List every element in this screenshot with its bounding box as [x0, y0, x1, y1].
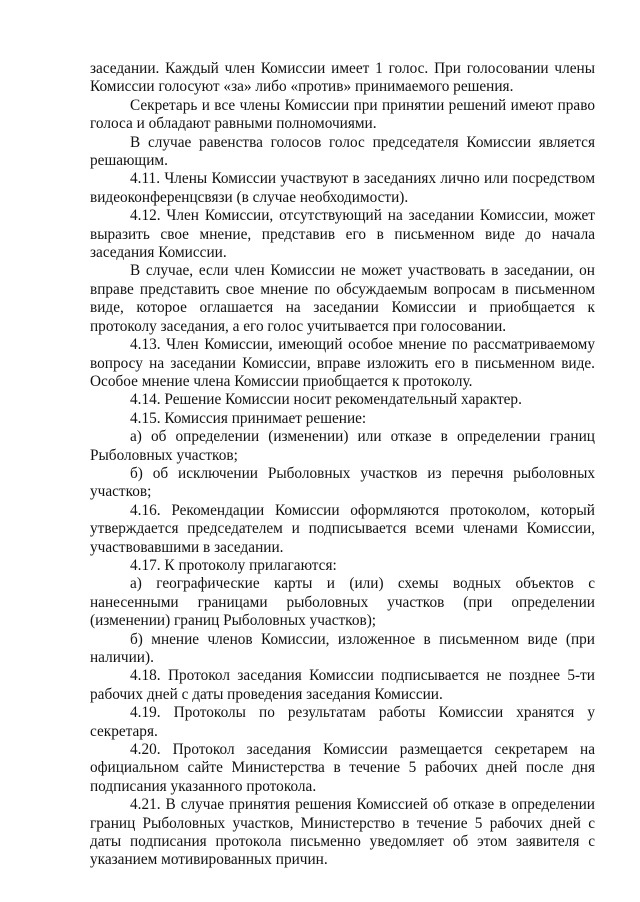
- document-paragraph: а) географические карты и (или) схемы водных объектов с нанесенными границами рыболовных участков (при определении (изменении) границ Рыболовных участков);: [90, 575, 595, 630]
- document-paragraph: б) мнение членов Комиссии, изложенное в письменном виде (при наличии).: [90, 630, 595, 666]
- document-paragraph: 4.19. Протоколы по результатам работы Комиссии хранятся у секретаря.: [90, 704, 595, 740]
- document-paragraph: Секретарь и все члены Комиссии при принятии решений имеют право голоса и обладают равными полномочиями.: [90, 96, 595, 133]
- document-paragraph: 4.11. Члены Комиссии участвуют в заседаниях лично или посредством видеоконференцсвязи (в случае необходимости).: [90, 170, 595, 206]
- document-paragraph: В случае, если член Комиссии не может участвовать в заседании, он вправе представить свое мнение по обсуждаемым вопросам в письменном виде, которое оглашается на заседании Комиссии и приобщается к протоколу заседания, а его голос учитывается при голосовании.: [90, 262, 595, 335]
- document-paragraph: 4.15. Комиссия принимает решение:: [130, 409, 367, 427]
- document-paragraph: заседании. Каждый член Комиссии имеет 1 голос. При голосовании члены Комиссии голосуют «за» либо «против» принимаемого решения.: [90, 60, 595, 96]
- document-paragraph: 4.21. В случае принятия решения Комиссией об отказе в определении границ Рыболовных участков, Министерство в течение 5 рабочих дней с даты подписания протокола письменно уведомляет об этом заявителя с указанием мотивированных причин.: [90, 796, 595, 869]
- document-paragraph: б) об исключении Рыболовных участков из перечня рыболовных участков;: [90, 464, 595, 501]
- document-paragraph: 4.12. Член Комиссии, отсутствующий на заседании Комиссии, может выразить свое мнение, представив его в письменном виде до начала заседания Комиссии.: [90, 207, 595, 262]
- document-paragraph: а) об определении (изменении) или отказе в определении границ Рыболовных участков;: [90, 428, 595, 464]
- document-paragraph: В случае равенства голосов голос председателя Комиссии является решающим.: [90, 133, 595, 170]
- document-paragraph: 4.20. Протокол заседания Комиссии размещается секретарем на официальном сайте Министерства в течение 5 рабочих дней после дня подписания указанного протокола.: [90, 741, 595, 795]
- document-body: [90, 60, 595, 870]
- document-paragraph: 4.13. Член Комиссии, имеющий особое мнение по рассматриваемому вопросу на заседании Комиссии, вправе изложить его в письменном виде. Особое мнение члена Комиссии приобщается к протоколу.: [90, 336, 595, 390]
- document-paragraph: 4.14. Решение Комиссии носит рекомендательный характер.: [130, 391, 522, 409]
- document-paragraph: 4.17. К протоколу прилагаются:: [130, 556, 337, 574]
- document-paragraph: 4.18. Протокол заседания Комиссии подписывается не позднее 5-ти рабочих дней с даты проведения заседания Комиссии.: [90, 667, 595, 703]
- document-paragraph: 4.16. Рекомендации Комиссии оформляются протоколом, который утверждается председателем и подписывается всеми членами Комиссии, участвовавшими в заседании.: [90, 501, 595, 556]
